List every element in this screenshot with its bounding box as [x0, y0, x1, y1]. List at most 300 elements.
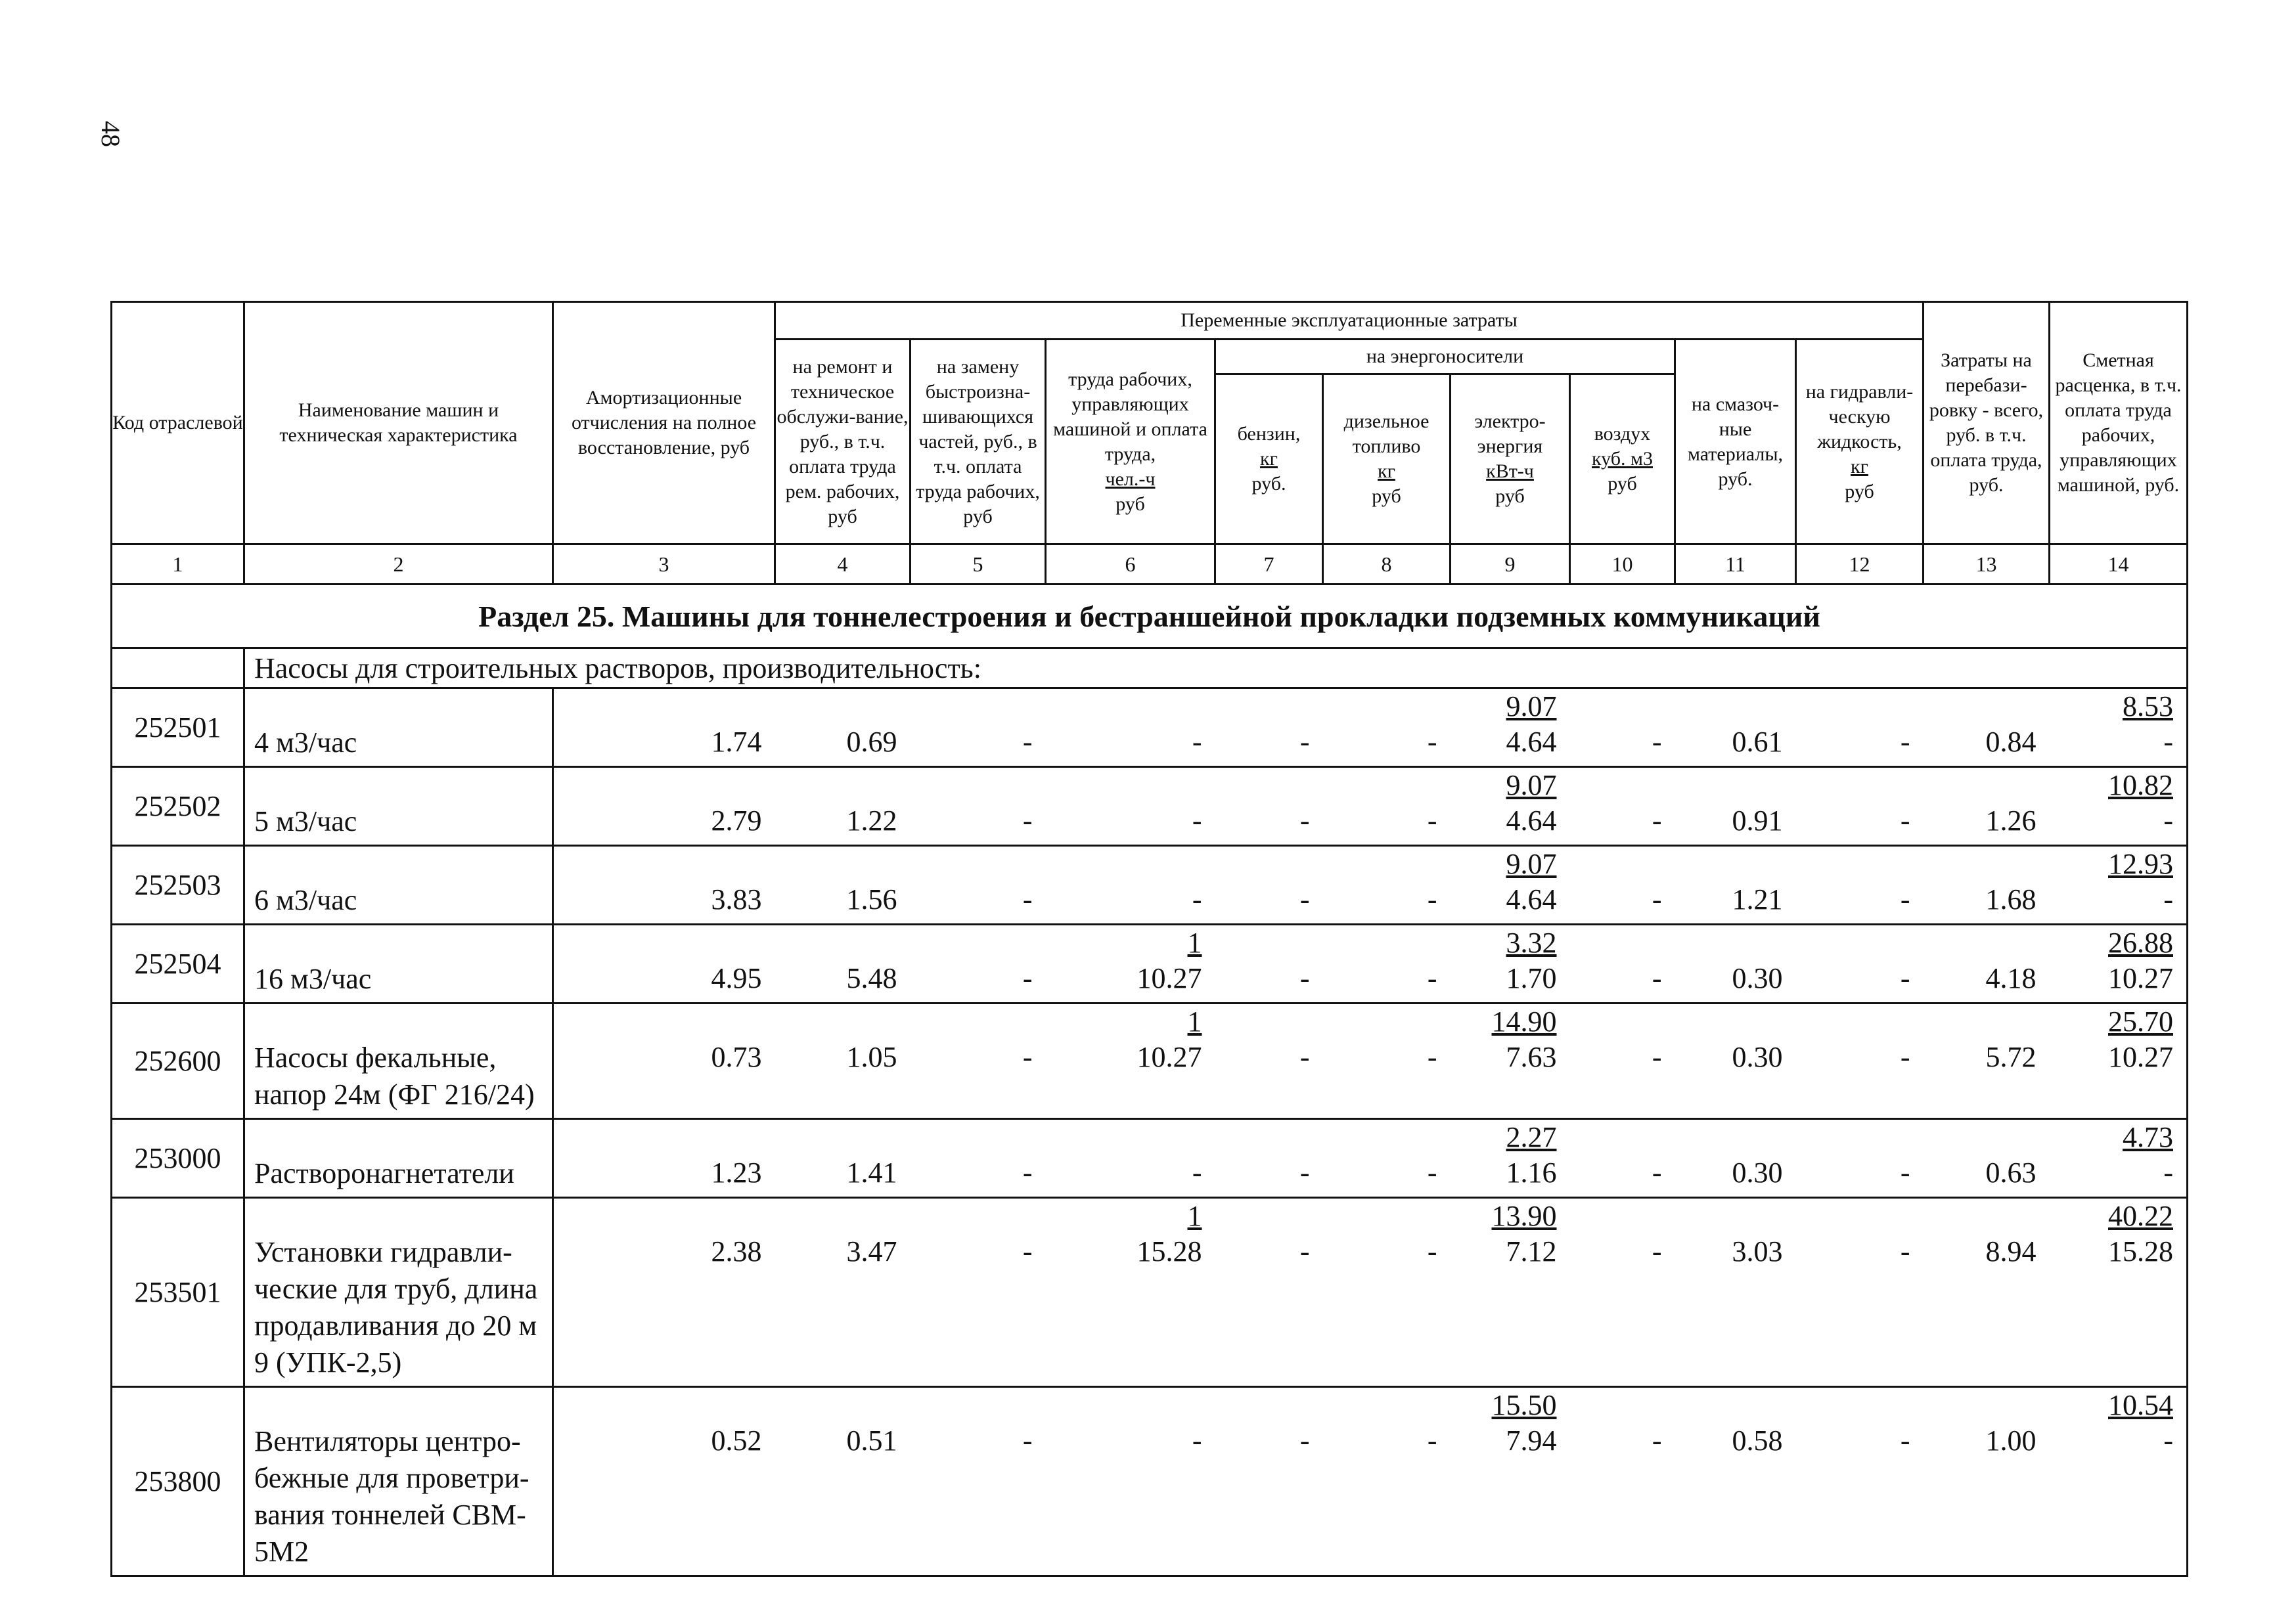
- cell-air-value: -: [1652, 962, 1662, 994]
- cell-petrol: [1215, 688, 1323, 767]
- cell-petrol-top: [1215, 768, 1310, 803]
- cell-labor: [1046, 925, 1215, 1004]
- cell-rate-value: -: [2163, 726, 2173, 758]
- row-name-spacer: [254, 1120, 552, 1155]
- cell-diesel: [1323, 767, 1451, 846]
- cell-rate: [2050, 688, 2188, 767]
- header-petrol-text: бензин,: [1237, 423, 1301, 445]
- cell-air-value: -: [1652, 805, 1662, 837]
- cell-lubricants: [1675, 1198, 1796, 1387]
- cell-diesel: [1323, 688, 1451, 767]
- cell-labor-top: [1046, 689, 1202, 724]
- cell-electricity: [1451, 1004, 1570, 1119]
- cell-diesel-top: [1323, 1004, 1437, 1040]
- cell-repair-top: [775, 1388, 897, 1423]
- cell-amortization-value: 0.52: [711, 1424, 762, 1457]
- cell-diesel-value: -: [1427, 726, 1437, 758]
- cell-lubricants-value: 3.03: [1732, 1235, 1783, 1268]
- cell-amortization: [553, 1387, 775, 1576]
- cell-hydraulic-value: -: [1900, 1157, 1910, 1189]
- header-air-text: воздух: [1594, 423, 1651, 445]
- cell-amortization: [553, 1004, 775, 1119]
- row-code: 253800: [112, 1387, 244, 1576]
- cell-electricity-top: 13.90: [1491, 1200, 1557, 1232]
- cell-lubricants-value: 0.58: [1732, 1424, 1783, 1457]
- table-row: [112, 1387, 2188, 1576]
- column-number: 13: [1924, 544, 2050, 585]
- cell-rate-top: 26.88: [2108, 927, 2173, 959]
- row-code: 253000: [112, 1119, 244, 1198]
- cell-lubricants-value: 1.21: [1732, 883, 1783, 916]
- cell-air-value: -: [1652, 1157, 1662, 1189]
- cell-repair: [775, 767, 911, 846]
- cell-rate-value: 15.28: [2108, 1235, 2173, 1268]
- table-row: [112, 1004, 2188, 1119]
- cell-repair-value: 5.48: [846, 962, 897, 994]
- cell-replace-top: [911, 1004, 1033, 1040]
- cell-labor-top: [1046, 847, 1202, 882]
- cell-electricity: [1451, 846, 1570, 925]
- cell-amortization-top: [554, 768, 762, 803]
- cell-petrol: [1215, 1119, 1323, 1198]
- cell-lubricants: [1675, 688, 1796, 767]
- column-number: 11: [1675, 544, 1796, 585]
- cell-labor: [1046, 1387, 1215, 1576]
- cell-lubricants-value: 0.61: [1732, 726, 1783, 758]
- header-diesel-text: дизельное топливо: [1343, 410, 1429, 457]
- cell-diesel-value: -: [1427, 805, 1437, 837]
- cell-petrol: [1215, 925, 1323, 1004]
- row-code: 252502: [112, 767, 244, 846]
- header-lubricants: на смазоч-ные материалы, руб.: [1675, 340, 1796, 544]
- row-name-line: продавливания до 20 м: [254, 1310, 537, 1342]
- header-air: [1570, 374, 1675, 544]
- cell-rate-value: -: [2163, 1157, 2173, 1189]
- row-name-line: вания тоннелей СВМ-: [254, 1499, 526, 1531]
- cell-replace-top: [911, 768, 1033, 803]
- header-hydraulic-text: на гидравли-ческую жидкость,: [1805, 380, 1914, 452]
- cell-rebasing-top: [1924, 1199, 2037, 1234]
- cell-air-top: [1570, 1388, 1662, 1423]
- cell-lubricants: [1675, 767, 1796, 846]
- cell-rate-value: 10.27: [2108, 1041, 2173, 1073]
- cell-rate-top: 12.93: [2108, 848, 2173, 880]
- cell-amortization-value: 4.95: [711, 962, 762, 994]
- cell-lubricants-value: 0.30: [1732, 1157, 1783, 1189]
- cell-labor-value: -: [1192, 726, 1202, 758]
- cell-rate-top: 10.54: [2108, 1389, 2173, 1421]
- cell-labor-top: [1046, 1388, 1202, 1423]
- cell-labor-top: 1: [1187, 1005, 1202, 1038]
- cell-rebasing-top: [1924, 768, 2037, 803]
- cell-replace-top: [911, 1388, 1033, 1423]
- column-number: 2: [244, 544, 553, 585]
- cell-electricity-value: 1.70: [1506, 962, 1557, 994]
- cell-replace-top: [911, 1199, 1033, 1234]
- cell-rebasing: [1924, 1119, 2050, 1198]
- cell-rate-top: 25.70: [2108, 1005, 2173, 1038]
- cell-lubricants-top: [1675, 1004, 1783, 1040]
- cell-rate: [2050, 925, 2188, 1004]
- row-name-line: 4 м3/час: [254, 726, 357, 759]
- row-name-line: Установки гидравли-: [254, 1236, 512, 1268]
- cell-labor: [1046, 767, 1215, 846]
- header-electricity-unit: кВт-ч: [1486, 460, 1534, 482]
- cell-repair-value: 0.69: [846, 726, 897, 758]
- header-rate: Сметная расценка, в т.ч. оплата труда рабочих, управляющих машиной, руб.: [2050, 302, 2188, 544]
- row-name: [244, 1119, 553, 1198]
- row-code: 252503: [112, 846, 244, 925]
- cell-diesel-value: -: [1427, 883, 1437, 916]
- cell-hydraulic-top: [1796, 768, 1910, 803]
- cell-labor-value: -: [1192, 1424, 1202, 1457]
- cell-replace-value: -: [1022, 726, 1033, 758]
- row-name-line: 5М2: [254, 1535, 309, 1568]
- cell-petrol-top: [1215, 1004, 1310, 1040]
- row-code: 252504: [112, 925, 244, 1004]
- header-name: Наименование машин и техническая характеристика: [244, 302, 553, 544]
- cell-lubricants-top: [1675, 1199, 1783, 1234]
- row-name-spacer: [254, 1199, 552, 1234]
- column-number: 1: [112, 544, 244, 585]
- cell-replace: [911, 1387, 1046, 1576]
- cell-electricity-value: 4.64: [1506, 805, 1557, 837]
- cell-lubricants-value: 0.30: [1732, 962, 1783, 994]
- cell-rebasing: [1924, 688, 2050, 767]
- cell-electricity: [1451, 1198, 1570, 1387]
- header-hydraulic: [1796, 340, 1924, 544]
- cell-amortization-value: 1.74: [711, 726, 762, 758]
- cell-air-top: [1570, 1120, 1662, 1155]
- cell-replace-value: -: [1022, 1235, 1033, 1268]
- cell-rate: [2050, 1119, 2188, 1198]
- cell-lubricants-value: 0.30: [1732, 1041, 1783, 1073]
- cell-rate-value: 10.27: [2108, 962, 2173, 994]
- cell-electricity: [1451, 688, 1570, 767]
- machine-costs-table: [110, 301, 2188, 1577]
- cell-amortization-top: [554, 1388, 762, 1423]
- cell-replace-value: -: [1022, 883, 1033, 916]
- cell-air-value: -: [1652, 883, 1662, 916]
- cell-hydraulic: [1796, 767, 1924, 846]
- cell-hydraulic-value: -: [1900, 883, 1910, 916]
- cell-hydraulic: [1796, 925, 1924, 1004]
- page-number: 48: [96, 121, 125, 147]
- cell-amortization-value: 2.79: [711, 805, 762, 837]
- cell-air-value: -: [1652, 1424, 1662, 1457]
- cell-rebasing-top: [1924, 1120, 2037, 1155]
- cell-air-top: [1570, 925, 1662, 961]
- header-diesel-currency: руб: [1372, 485, 1401, 507]
- cell-hydraulic: [1796, 688, 1924, 767]
- header-code: Код отраслевой: [112, 302, 244, 544]
- cell-labor: [1046, 1119, 1215, 1198]
- row-name-line: 16 м3/час: [254, 963, 372, 995]
- cell-hydraulic-top: [1796, 847, 1910, 882]
- cell-hydraulic: [1796, 1198, 1924, 1387]
- cell-air-top: [1570, 768, 1662, 803]
- cell-petrol-top: [1215, 1120, 1310, 1155]
- cell-replace-top: [911, 1120, 1033, 1155]
- cell-electricity-top: 14.90: [1491, 1005, 1557, 1038]
- cell-replace-top: [911, 689, 1033, 724]
- cell-diesel-value: -: [1427, 1157, 1437, 1189]
- cell-lubricants: [1675, 1119, 1796, 1198]
- cell-hydraulic-top: [1796, 925, 1910, 961]
- header-labor: [1046, 340, 1215, 544]
- cell-repair-top: [775, 1120, 897, 1155]
- cell-replace-value: -: [1022, 1157, 1033, 1189]
- cell-diesel: [1323, 1198, 1451, 1387]
- column-number: 7: [1215, 544, 1323, 585]
- cell-amortization-value: 3.83: [711, 883, 762, 916]
- cell-diesel: [1323, 925, 1451, 1004]
- cell-rebasing-top: [1924, 1004, 2037, 1040]
- cell-repair: [775, 925, 911, 1004]
- cell-repair: [775, 1387, 911, 1576]
- cell-rate-value: -: [2163, 883, 2173, 916]
- cell-amortization-top: [554, 1004, 762, 1040]
- cell-lubricants: [1675, 925, 1796, 1004]
- cell-rate-value: -: [2163, 805, 2173, 837]
- cell-replace: [911, 767, 1046, 846]
- cell-repair-value: 3.47: [846, 1235, 897, 1268]
- cell-labor: [1046, 688, 1215, 767]
- header-air-unit: куб. м3: [1591, 448, 1653, 470]
- cell-rate-top: 40.22: [2108, 1200, 2173, 1232]
- row-code: 252600: [112, 1004, 244, 1119]
- cell-electricity-top: 9.07: [1506, 690, 1557, 722]
- cell-air: [1570, 1004, 1675, 1119]
- row-name-spacer: [254, 1004, 552, 1040]
- cell-replace: [911, 925, 1046, 1004]
- cell-hydraulic: [1796, 1004, 1924, 1119]
- cell-petrol-value: -: [1299, 805, 1310, 837]
- cell-petrol: [1215, 767, 1323, 846]
- cell-diesel-top: [1323, 1388, 1437, 1423]
- cell-labor-value: 10.27: [1137, 1041, 1202, 1073]
- row-name: [244, 925, 553, 1004]
- cell-petrol-value: -: [1299, 1235, 1310, 1268]
- cell-rebasing-value: 1.00: [1985, 1424, 2037, 1457]
- row-name-line: Растворонагнетатели: [254, 1157, 514, 1189]
- row-name-spacer: [254, 1388, 552, 1423]
- cell-electricity-top: 15.50: [1491, 1389, 1557, 1421]
- cell-electricity-value: 7.63: [1506, 1041, 1557, 1073]
- cell-petrol-value: -: [1299, 883, 1310, 916]
- cell-petrol: [1215, 1387, 1323, 1576]
- cell-repair-value: 1.22: [846, 805, 897, 837]
- cell-diesel-value: -: [1427, 1424, 1437, 1457]
- row-name: [244, 1387, 553, 1576]
- cell-repair-top: [775, 1004, 897, 1040]
- cell-petrol-value: -: [1299, 1424, 1310, 1457]
- cell-rebasing: [1924, 767, 2050, 846]
- cell-electricity-top: 3.32: [1506, 927, 1557, 959]
- cell-hydraulic-top: [1796, 1388, 1910, 1423]
- cell-labor: [1046, 846, 1215, 925]
- header-petrol-unit: кг: [1260, 448, 1278, 470]
- table-row: [112, 767, 2188, 846]
- cell-electricity-top: 2.27: [1506, 1121, 1557, 1153]
- cell-repair-value: 1.05: [846, 1041, 897, 1073]
- cell-replace: [911, 688, 1046, 767]
- cell-lubricants-top: [1675, 1388, 1783, 1423]
- group-title-spacer: [112, 648, 244, 688]
- cell-air-value: -: [1652, 1041, 1662, 1073]
- section-title: Раздел 25. Машины для тоннелестроения и бестраншейной прокладки подземных коммуникаций: [112, 585, 2188, 648]
- header-electricity-currency: руб: [1495, 485, 1525, 507]
- cell-rate-top: 4.73: [2123, 1121, 2173, 1153]
- cell-labor-value: 15.28: [1137, 1235, 1202, 1268]
- cell-hydraulic: [1796, 1387, 1924, 1576]
- cell-hydraulic-top: [1796, 1199, 1910, 1234]
- cell-air: [1570, 925, 1675, 1004]
- cell-air-value: -: [1652, 1235, 1662, 1268]
- header-diesel-unit: кг: [1378, 460, 1395, 482]
- cell-labor-value: -: [1192, 1157, 1202, 1189]
- header-rebasing: Затраты на перебази-ровку - всего, руб. в т.ч. оплата труда, руб.: [1924, 302, 2050, 544]
- cell-rebasing-value: 0.84: [1985, 726, 2037, 758]
- cell-repair-top: [775, 1199, 897, 1234]
- cell-amortization-top: [554, 689, 762, 724]
- column-number: 6: [1046, 544, 1215, 585]
- cell-replace: [911, 846, 1046, 925]
- cell-air: [1570, 1119, 1675, 1198]
- cell-labor-top: 1: [1187, 927, 1202, 959]
- header-air-currency: руб: [1608, 473, 1637, 495]
- cell-rebasing-value: 1.68: [1985, 883, 2037, 916]
- cell-amortization-value: 2.38: [711, 1235, 762, 1268]
- cell-labor-value: 10.27: [1137, 962, 1202, 994]
- cell-repair: [775, 1119, 911, 1198]
- row-name-line: 6 м3/час: [254, 884, 357, 916]
- cell-repair-value: 0.51: [846, 1424, 897, 1457]
- column-number: 12: [1796, 544, 1924, 585]
- cell-repair-top: [775, 768, 897, 803]
- cell-petrol-top: [1215, 1199, 1310, 1234]
- cell-hydraulic-value: -: [1900, 1235, 1910, 1268]
- cell-diesel: [1323, 1387, 1451, 1576]
- cell-air: [1570, 846, 1675, 925]
- row-name: [244, 1198, 553, 1387]
- column-number: 10: [1570, 544, 1675, 585]
- row-name-line: напор 24м (ФГ 216/24): [254, 1078, 535, 1111]
- row-code: 253501: [112, 1198, 244, 1387]
- cell-hydraulic: [1796, 1119, 1924, 1198]
- header-hydraulic-unit: кг: [1851, 455, 1868, 477]
- cell-electricity: [1451, 1387, 1570, 1576]
- cell-rate-top: 10.82: [2108, 769, 2173, 801]
- cell-diesel: [1323, 1004, 1451, 1119]
- column-number: 9: [1451, 544, 1570, 585]
- cell-petrol-value: -: [1299, 726, 1310, 758]
- cell-diesel-value: -: [1427, 962, 1437, 994]
- cell-replace: [911, 1119, 1046, 1198]
- cell-rate-value: -: [2163, 1424, 2173, 1457]
- cell-electricity: [1451, 1119, 1570, 1198]
- cell-hydraulic-value: -: [1900, 1041, 1910, 1073]
- cell-lubricants: [1675, 1387, 1796, 1576]
- column-number: 5: [911, 544, 1046, 585]
- cell-replace-value: -: [1022, 1424, 1033, 1457]
- header-hydraulic-currency: руб: [1845, 480, 1874, 502]
- header-repair: на ремонт и техническое обслужи-вание, руб., в т.ч. оплата труда рем. рабочих, руб: [775, 340, 911, 544]
- cell-lubricants-top: [1675, 768, 1783, 803]
- cell-replace-value: -: [1022, 962, 1033, 994]
- cell-lubricants-value: 0.91: [1732, 805, 1783, 837]
- row-name: [244, 688, 553, 767]
- cell-amortization: [553, 846, 775, 925]
- table-row: [112, 1198, 2188, 1387]
- cell-diesel-top: [1323, 847, 1437, 882]
- cell-lubricants: [1675, 846, 1796, 925]
- cell-electricity-top: 9.07: [1506, 769, 1557, 801]
- cell-air-top: [1570, 1199, 1662, 1234]
- cell-lubricants-top: [1675, 689, 1783, 724]
- cell-electricity-value: 4.64: [1506, 726, 1557, 758]
- header-variable-costs: Переменные эксплуатационные затраты: [775, 302, 1924, 340]
- cell-air: [1570, 1198, 1675, 1387]
- header-electricity-text: электро-энергия: [1474, 410, 1546, 457]
- cell-amortization: [553, 767, 775, 846]
- cell-rate: [2050, 1004, 2188, 1119]
- table-row: [112, 925, 2188, 1004]
- cell-diesel-value: -: [1427, 1041, 1437, 1073]
- cell-diesel-top: [1323, 1199, 1437, 1234]
- cell-hydraulic: [1796, 846, 1924, 925]
- cell-petrol-top: [1215, 1388, 1310, 1423]
- cell-petrol-value: -: [1299, 1041, 1310, 1073]
- cell-rebasing-value: 1.26: [1985, 805, 2037, 837]
- cell-amortization-top: [554, 1120, 762, 1155]
- cell-repair-top: [775, 925, 897, 961]
- cell-lubricants-top: [1675, 1120, 1783, 1155]
- cell-repair: [775, 1198, 911, 1387]
- cell-amortization-value: 1.23: [711, 1157, 762, 1189]
- cell-air-value: -: [1652, 726, 1662, 758]
- cell-petrol-top: [1215, 847, 1310, 882]
- table-row: [112, 846, 2188, 925]
- column-number: 14: [2050, 544, 2188, 585]
- cell-electricity-value: 4.64: [1506, 883, 1557, 916]
- cell-electricity-value: 1.16: [1506, 1157, 1557, 1189]
- cell-rebasing-top: [1924, 1388, 2037, 1423]
- cell-lubricants: [1675, 1004, 1796, 1119]
- header-labor-currency: руб: [1115, 493, 1145, 515]
- cell-labor-value: -: [1192, 883, 1202, 916]
- cell-diesel: [1323, 1119, 1451, 1198]
- row-name-line: Насосы фекальные,: [254, 1042, 497, 1074]
- row-name-line: Вентиляторы центро-: [254, 1425, 521, 1457]
- cell-petrol-value: -: [1299, 962, 1310, 994]
- cell-repair-value: 1.56: [846, 883, 897, 916]
- cell-hydraulic-value: -: [1900, 805, 1910, 837]
- cell-rebasing: [1924, 1004, 2050, 1119]
- cell-rebasing-top: [1924, 925, 2037, 961]
- column-number: 8: [1323, 544, 1451, 585]
- cell-petrol: [1215, 846, 1323, 925]
- cell-electricity-value: 7.12: [1506, 1235, 1557, 1268]
- row-name-spacer: [254, 768, 552, 803]
- cell-electricity: [1451, 925, 1570, 1004]
- row-name-spacer: [254, 847, 552, 882]
- cell-hydraulic-value: -: [1900, 1424, 1910, 1457]
- cell-replace-value: -: [1022, 1041, 1033, 1073]
- cell-petrol: [1215, 1004, 1323, 1119]
- cell-diesel-top: [1323, 1120, 1437, 1155]
- cell-petrol: [1215, 1198, 1323, 1387]
